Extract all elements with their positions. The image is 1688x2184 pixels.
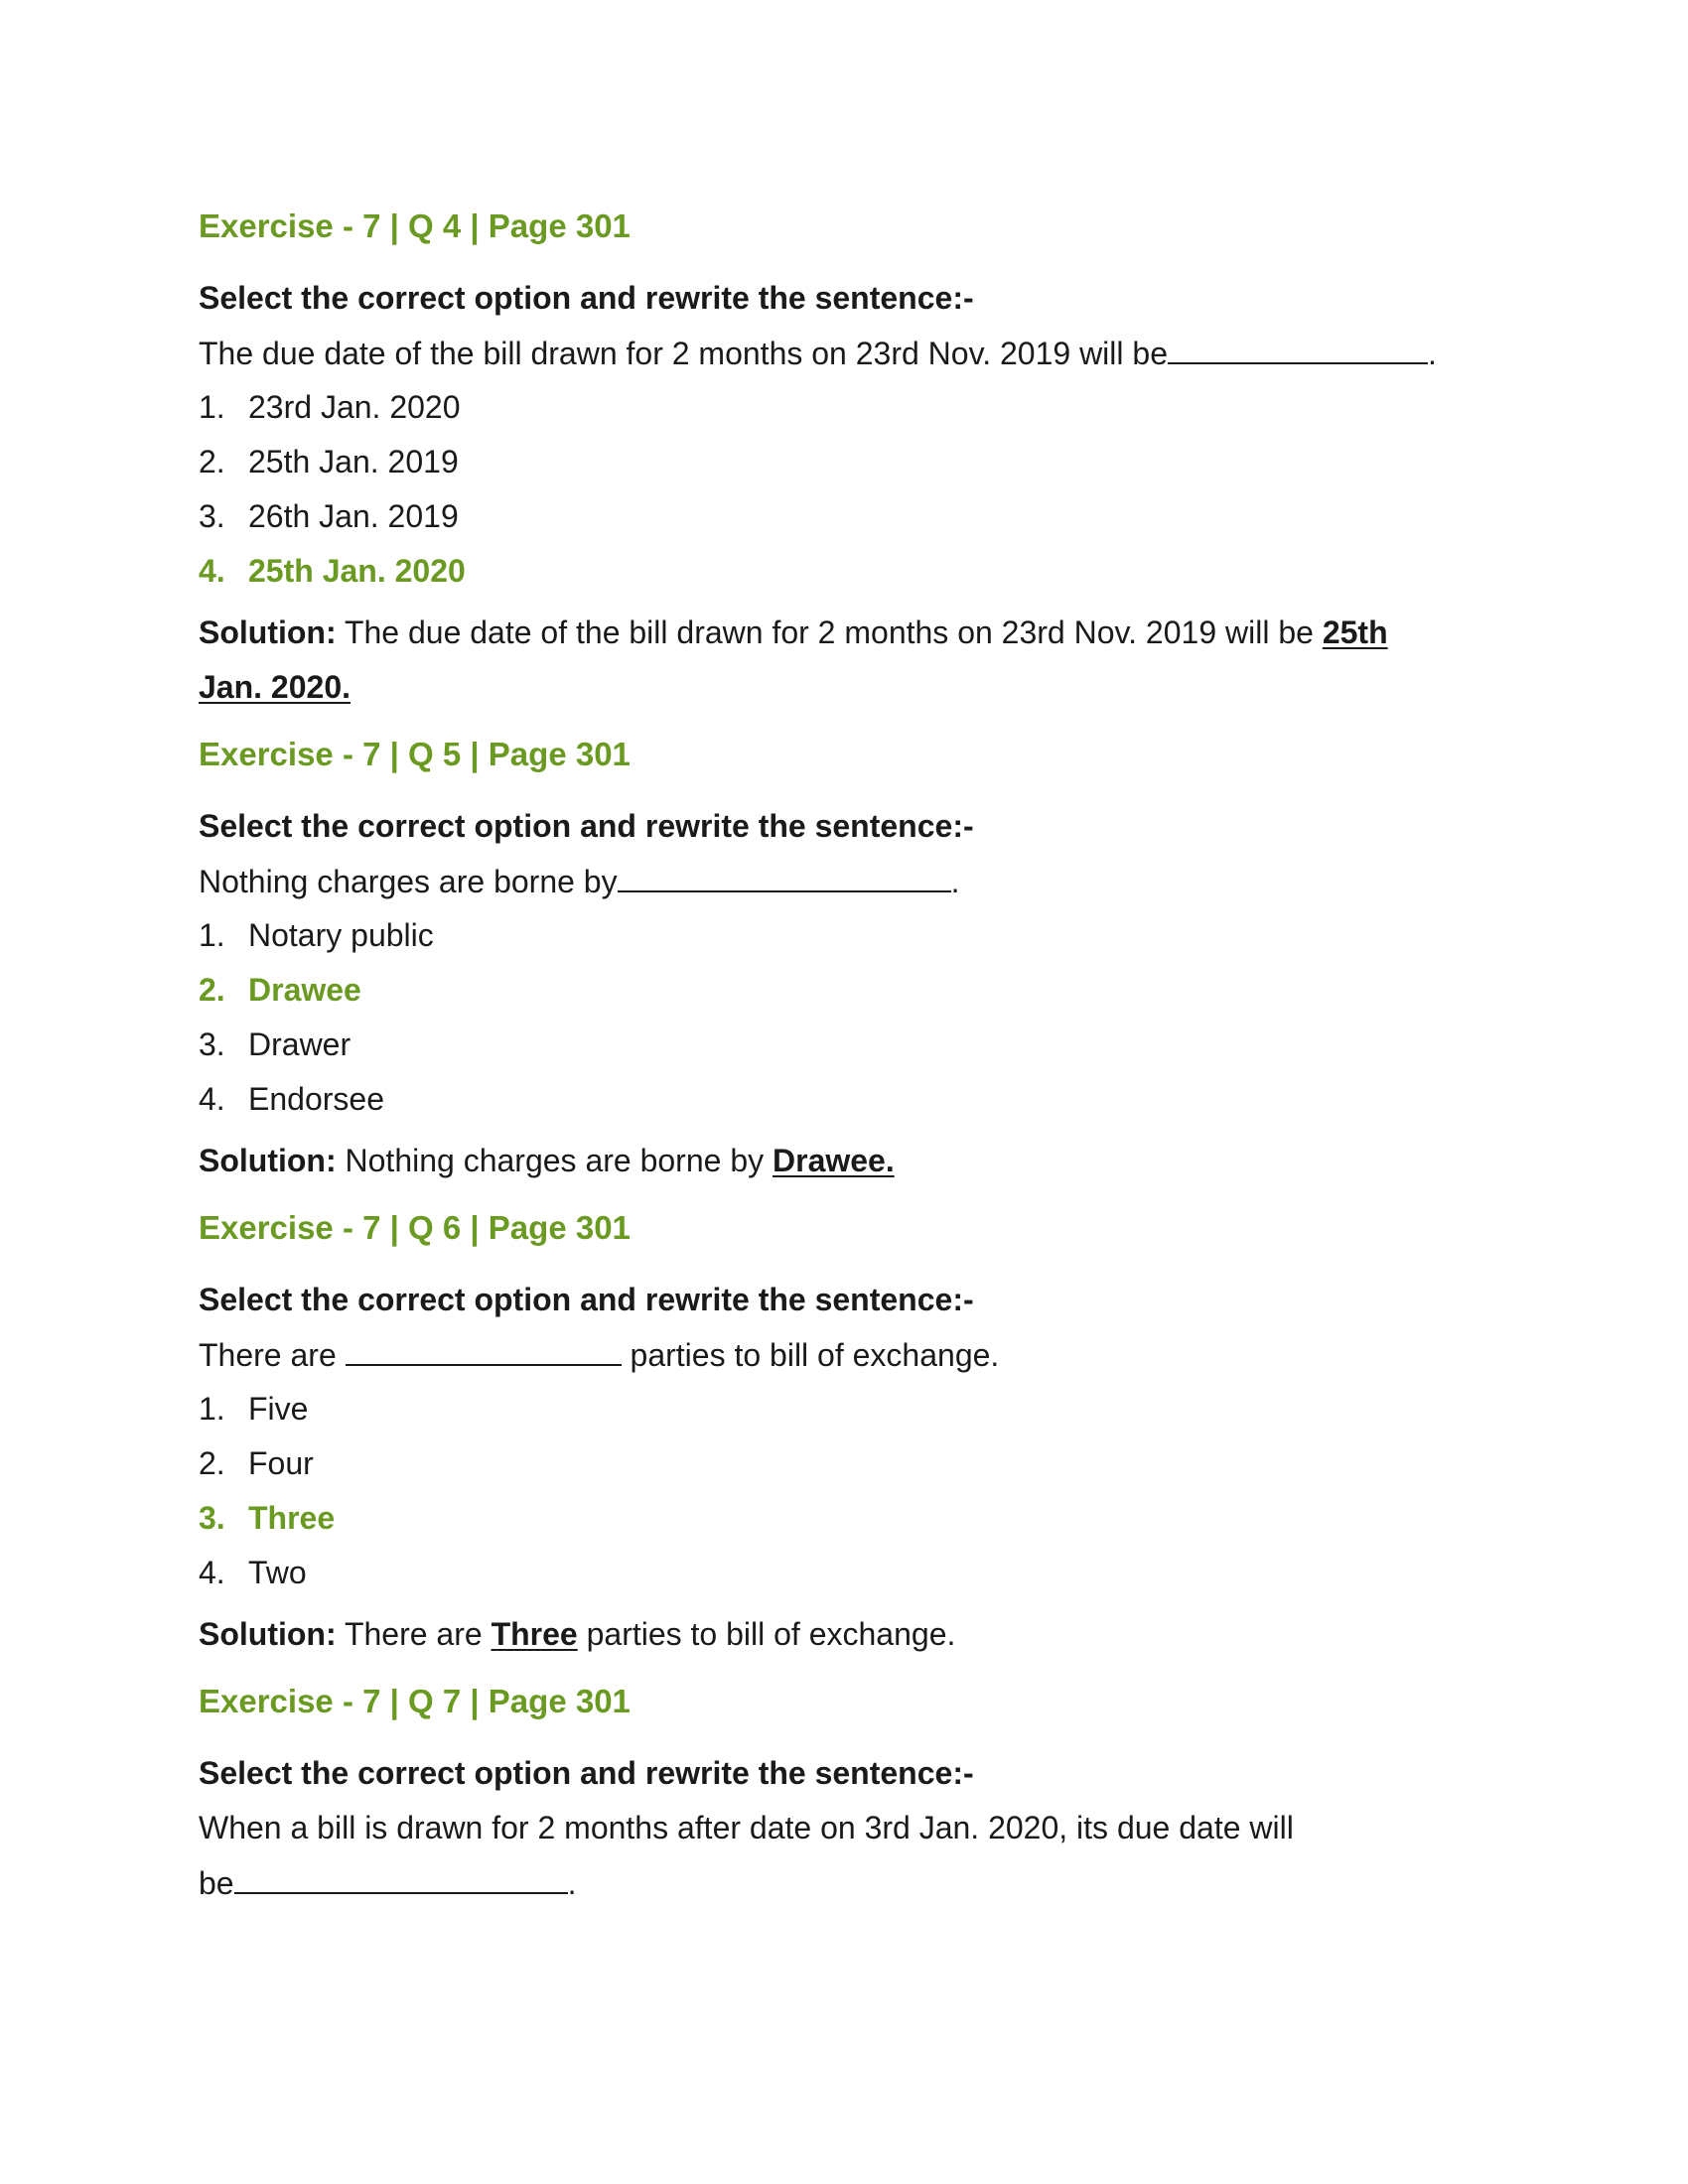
option-number: 2. xyxy=(199,972,225,1008)
option-item-correct xyxy=(199,551,1509,606)
question-statement-continued xyxy=(199,1862,1509,1917)
option-list xyxy=(199,387,1509,606)
option-number: 4. xyxy=(199,1081,225,1117)
option-number: 1. xyxy=(199,1391,225,1427)
solution-sentence: The due date of the bill drawn for 2 months on 23rd Nov. 2019 will be xyxy=(344,614,1314,650)
option-text: Four xyxy=(248,1445,314,1481)
option-text: Drawee xyxy=(248,972,361,1008)
exercise-heading: Exercise - 7 | Q 7 | Page 301 xyxy=(199,1683,631,1719)
answer-blank xyxy=(346,1334,622,1366)
exercise-heading: Exercise - 7 | Q 5 | Page 301 xyxy=(199,736,631,772)
option-item xyxy=(199,387,1509,442)
option-item-correct xyxy=(199,1498,1509,1553)
statement-end: . xyxy=(950,864,960,899)
option-item xyxy=(199,915,1509,970)
statement-text: be xyxy=(199,1865,234,1901)
exercise-heading: Exercise - 7 | Q 6 | Page 301 xyxy=(199,1209,631,1246)
answer-blank xyxy=(1168,333,1428,364)
solution-label: Solution: xyxy=(199,614,337,650)
question-statement: When a bill is drawn for 2 months after date on 3rd Jan. 2020, its due date will xyxy=(199,1810,1294,1845)
solution-label: Solution: xyxy=(199,1143,337,1178)
solution-text xyxy=(199,1134,1460,1188)
question-prompt: Select the correct option and rewrite the sentence:- xyxy=(199,1282,974,1317)
option-item xyxy=(199,1079,1509,1134)
solution-label: Solution: xyxy=(199,1616,337,1652)
question-prompt: Select the correct option and rewrite the sentence:- xyxy=(199,280,974,316)
question-block-q4 xyxy=(199,206,1509,715)
question-block-q5 xyxy=(199,735,1509,1188)
question-statement xyxy=(199,1334,1509,1389)
statement-end: parties to bill of exchange. xyxy=(630,1337,1000,1373)
option-number: 3. xyxy=(199,1026,225,1062)
solution-sentence: Nothing charges are borne by xyxy=(345,1143,765,1178)
question-prompt: Select the correct option and rewrite the sentence:- xyxy=(199,808,974,844)
statement-end: . xyxy=(1427,336,1437,371)
exercise-heading: Exercise - 7 | Q 4 | Page 301 xyxy=(199,207,631,244)
solution-sentence-end: parties to bill of exchange. xyxy=(586,1616,956,1652)
statement-end: . xyxy=(567,1865,577,1901)
solution-answer: 25th Jan. 2020. xyxy=(199,614,1388,705)
solution-answer: Three xyxy=(491,1616,578,1652)
option-number: 4. xyxy=(199,553,225,589)
document-page xyxy=(199,206,1509,1937)
question-prompt: Select the correct option and rewrite the sentence:- xyxy=(199,1755,974,1791)
option-text: 23rd Jan. 2020 xyxy=(248,389,461,425)
option-number: 1. xyxy=(199,389,225,425)
statement-text: There are xyxy=(199,1337,337,1373)
option-item xyxy=(199,1024,1509,1079)
option-text: 25th Jan. 2019 xyxy=(248,444,459,479)
statement-text: Nothing charges are borne by xyxy=(199,864,618,899)
question-block-q6 xyxy=(199,1208,1509,1662)
solution-text xyxy=(199,1607,1460,1662)
solution-sentence: There are xyxy=(344,1616,483,1652)
option-number: 4. xyxy=(199,1555,225,1590)
option-list xyxy=(199,1389,1509,1607)
option-text: Drawer xyxy=(248,1026,352,1062)
option-number: 2. xyxy=(199,444,225,479)
option-item xyxy=(199,1553,1509,1607)
option-text: Endorsee xyxy=(248,1081,384,1117)
statement-text: The due date of the bill drawn for 2 months on 23rd Nov. 2019 will be xyxy=(199,336,1168,371)
option-text: Five xyxy=(248,1391,309,1427)
question-statement xyxy=(199,861,1509,915)
solution-text xyxy=(199,606,1460,715)
answer-blank xyxy=(618,861,951,892)
solution-answer: Drawee. xyxy=(773,1143,895,1178)
option-item xyxy=(199,1443,1509,1498)
question-block-q7 xyxy=(199,1682,1509,1917)
option-text: Three xyxy=(248,1500,336,1536)
question-statement xyxy=(199,333,1509,387)
option-item xyxy=(199,442,1509,496)
option-number: 3. xyxy=(199,498,225,534)
option-text: 26th Jan. 2019 xyxy=(248,498,459,534)
option-list xyxy=(199,915,1509,1134)
option-item xyxy=(199,1389,1509,1443)
option-text: 25th Jan. 2020 xyxy=(248,553,466,589)
option-item xyxy=(199,496,1509,551)
option-number: 3. xyxy=(199,1500,225,1536)
option-number: 1. xyxy=(199,917,225,953)
option-text: Two xyxy=(248,1555,307,1590)
answer-blank xyxy=(234,1862,568,1894)
option-text: Notary public xyxy=(248,917,434,953)
option-number: 2. xyxy=(199,1445,225,1481)
option-item-correct xyxy=(199,970,1509,1024)
